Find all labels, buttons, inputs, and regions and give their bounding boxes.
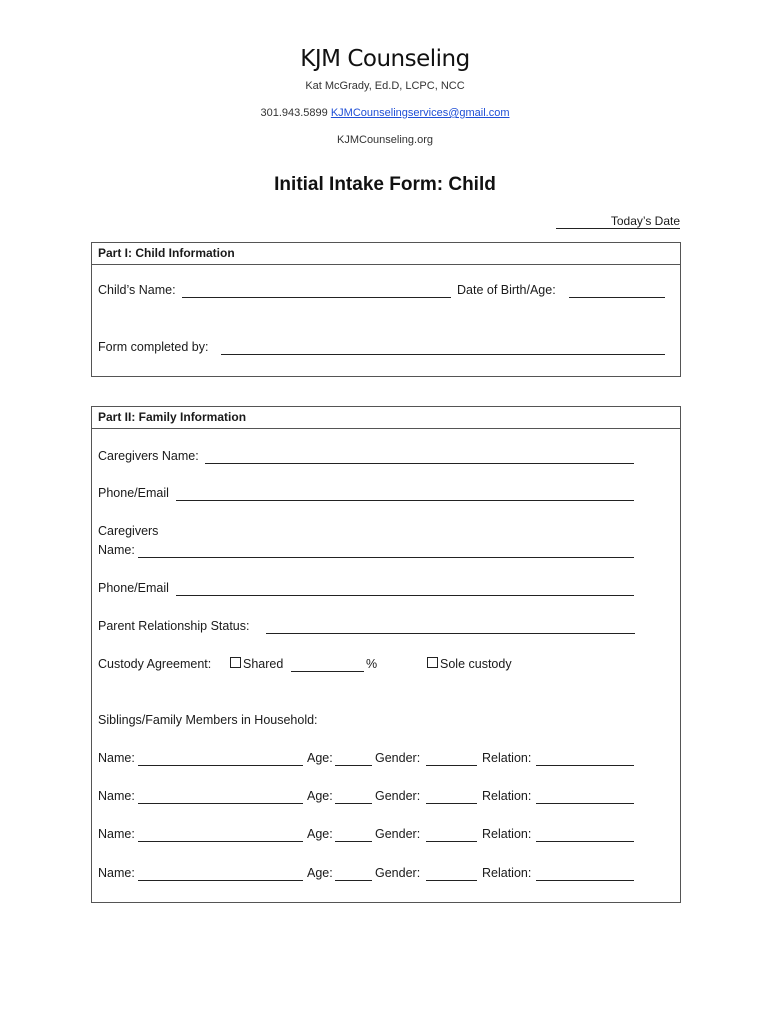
member-age-input[interactable] [335,765,372,766]
member-age-label: Age: [307,827,333,841]
member-relation-input[interactable] [536,841,634,842]
percent-sign: % [366,657,378,671]
member-age-label: Age: [307,866,333,880]
member-gender-label: Gender: [375,866,421,880]
todays-date-input[interactable] [556,228,680,229]
member-age-input[interactable] [335,880,372,881]
brand-title: KJM Counseling [300,46,470,72]
sole-custody-label: Sole custody [440,657,512,671]
member-name-input[interactable] [138,841,303,842]
shared-option[interactable] [230,657,283,671]
caregivers-label-line1: Caregivers [98,524,159,538]
member-age-label: Age: [307,789,333,803]
member-relation-label: Relation: [482,866,532,880]
form-title: Initial Intake Form: Child [274,174,496,195]
website: KJMCounseling.org [337,134,433,146]
caregivers-label-line2: Name: [98,543,135,557]
member-age-label: Age: [307,751,333,765]
phone-email-label: Phone/Email [98,486,169,500]
member-relation-input[interactable] [536,803,634,804]
member-relation-label: Relation: [482,827,532,841]
member-name-label: Name: [98,827,135,841]
completed-by-input[interactable] [221,354,665,355]
dob-input[interactable] [569,297,665,298]
todays-date-field [430,214,680,228]
member-gender-input[interactable] [426,803,477,804]
member-name-label: Name: [98,751,135,765]
phone-email-2-input[interactable] [176,595,634,596]
relationship-status-label: Parent Relationship Status: [98,619,250,633]
custody-label: Custody Agreement: [98,657,212,671]
member-relation-input[interactable] [536,765,634,766]
member-name-label: Name: [98,866,135,880]
relationship-status-input[interactable] [266,633,635,634]
member-relation-input[interactable] [536,880,634,881]
completed-by-label: Form completed by: [98,340,209,354]
shared-label: Shared [243,657,284,671]
member-name-input[interactable] [138,880,303,881]
email-link[interactable]: KJMCounselingservices@gmail.com [330,107,510,119]
member-name-input[interactable] [138,803,303,804]
shared-checkbox[interactable] [230,657,241,668]
member-gender-input[interactable] [426,841,477,842]
part1-header: Part I: Child Information [92,243,680,265]
member-gender-label: Gender: [375,827,421,841]
caregivers-name-label: Caregivers Name: [98,449,199,463]
part1-section [91,242,681,377]
member-gender-label: Gender: [375,789,421,803]
phone-email-2-label: Phone/Email [98,581,169,595]
part2-header: Part II: Family Information [92,407,680,429]
sole-custody-option[interactable] [427,657,512,671]
todays-date-label: Today’s Date [610,214,680,228]
credentials: Kat McGrady, Ed.D, LCPC, NCC [305,80,465,92]
member-name-input[interactable] [138,765,303,766]
member-age-input[interactable] [335,803,372,804]
phone-number: 301.943.5899 [260,107,328,119]
childs-name-input[interactable] [182,297,451,298]
childs-name-label: Child’s Name: [98,283,176,297]
member-gender-label: Gender: [375,751,421,765]
member-relation-label: Relation: [482,789,532,803]
siblings-label: Siblings/Family Members in Household: [98,713,318,727]
sole-custody-checkbox[interactable] [427,657,438,668]
shared-percent-input[interactable] [291,671,364,672]
phone-email-input[interactable] [176,500,634,501]
caregivers-name-input[interactable] [205,463,634,464]
member-age-input[interactable] [335,841,372,842]
member-relation-label: Relation: [482,751,532,765]
member-name-label: Name: [98,789,135,803]
dob-label: Date of Birth/Age: [457,283,556,297]
contact-line [0,107,770,119]
caregivers-name-2-input[interactable] [138,557,634,558]
member-gender-input[interactable] [426,765,477,766]
member-gender-input[interactable] [426,880,477,881]
